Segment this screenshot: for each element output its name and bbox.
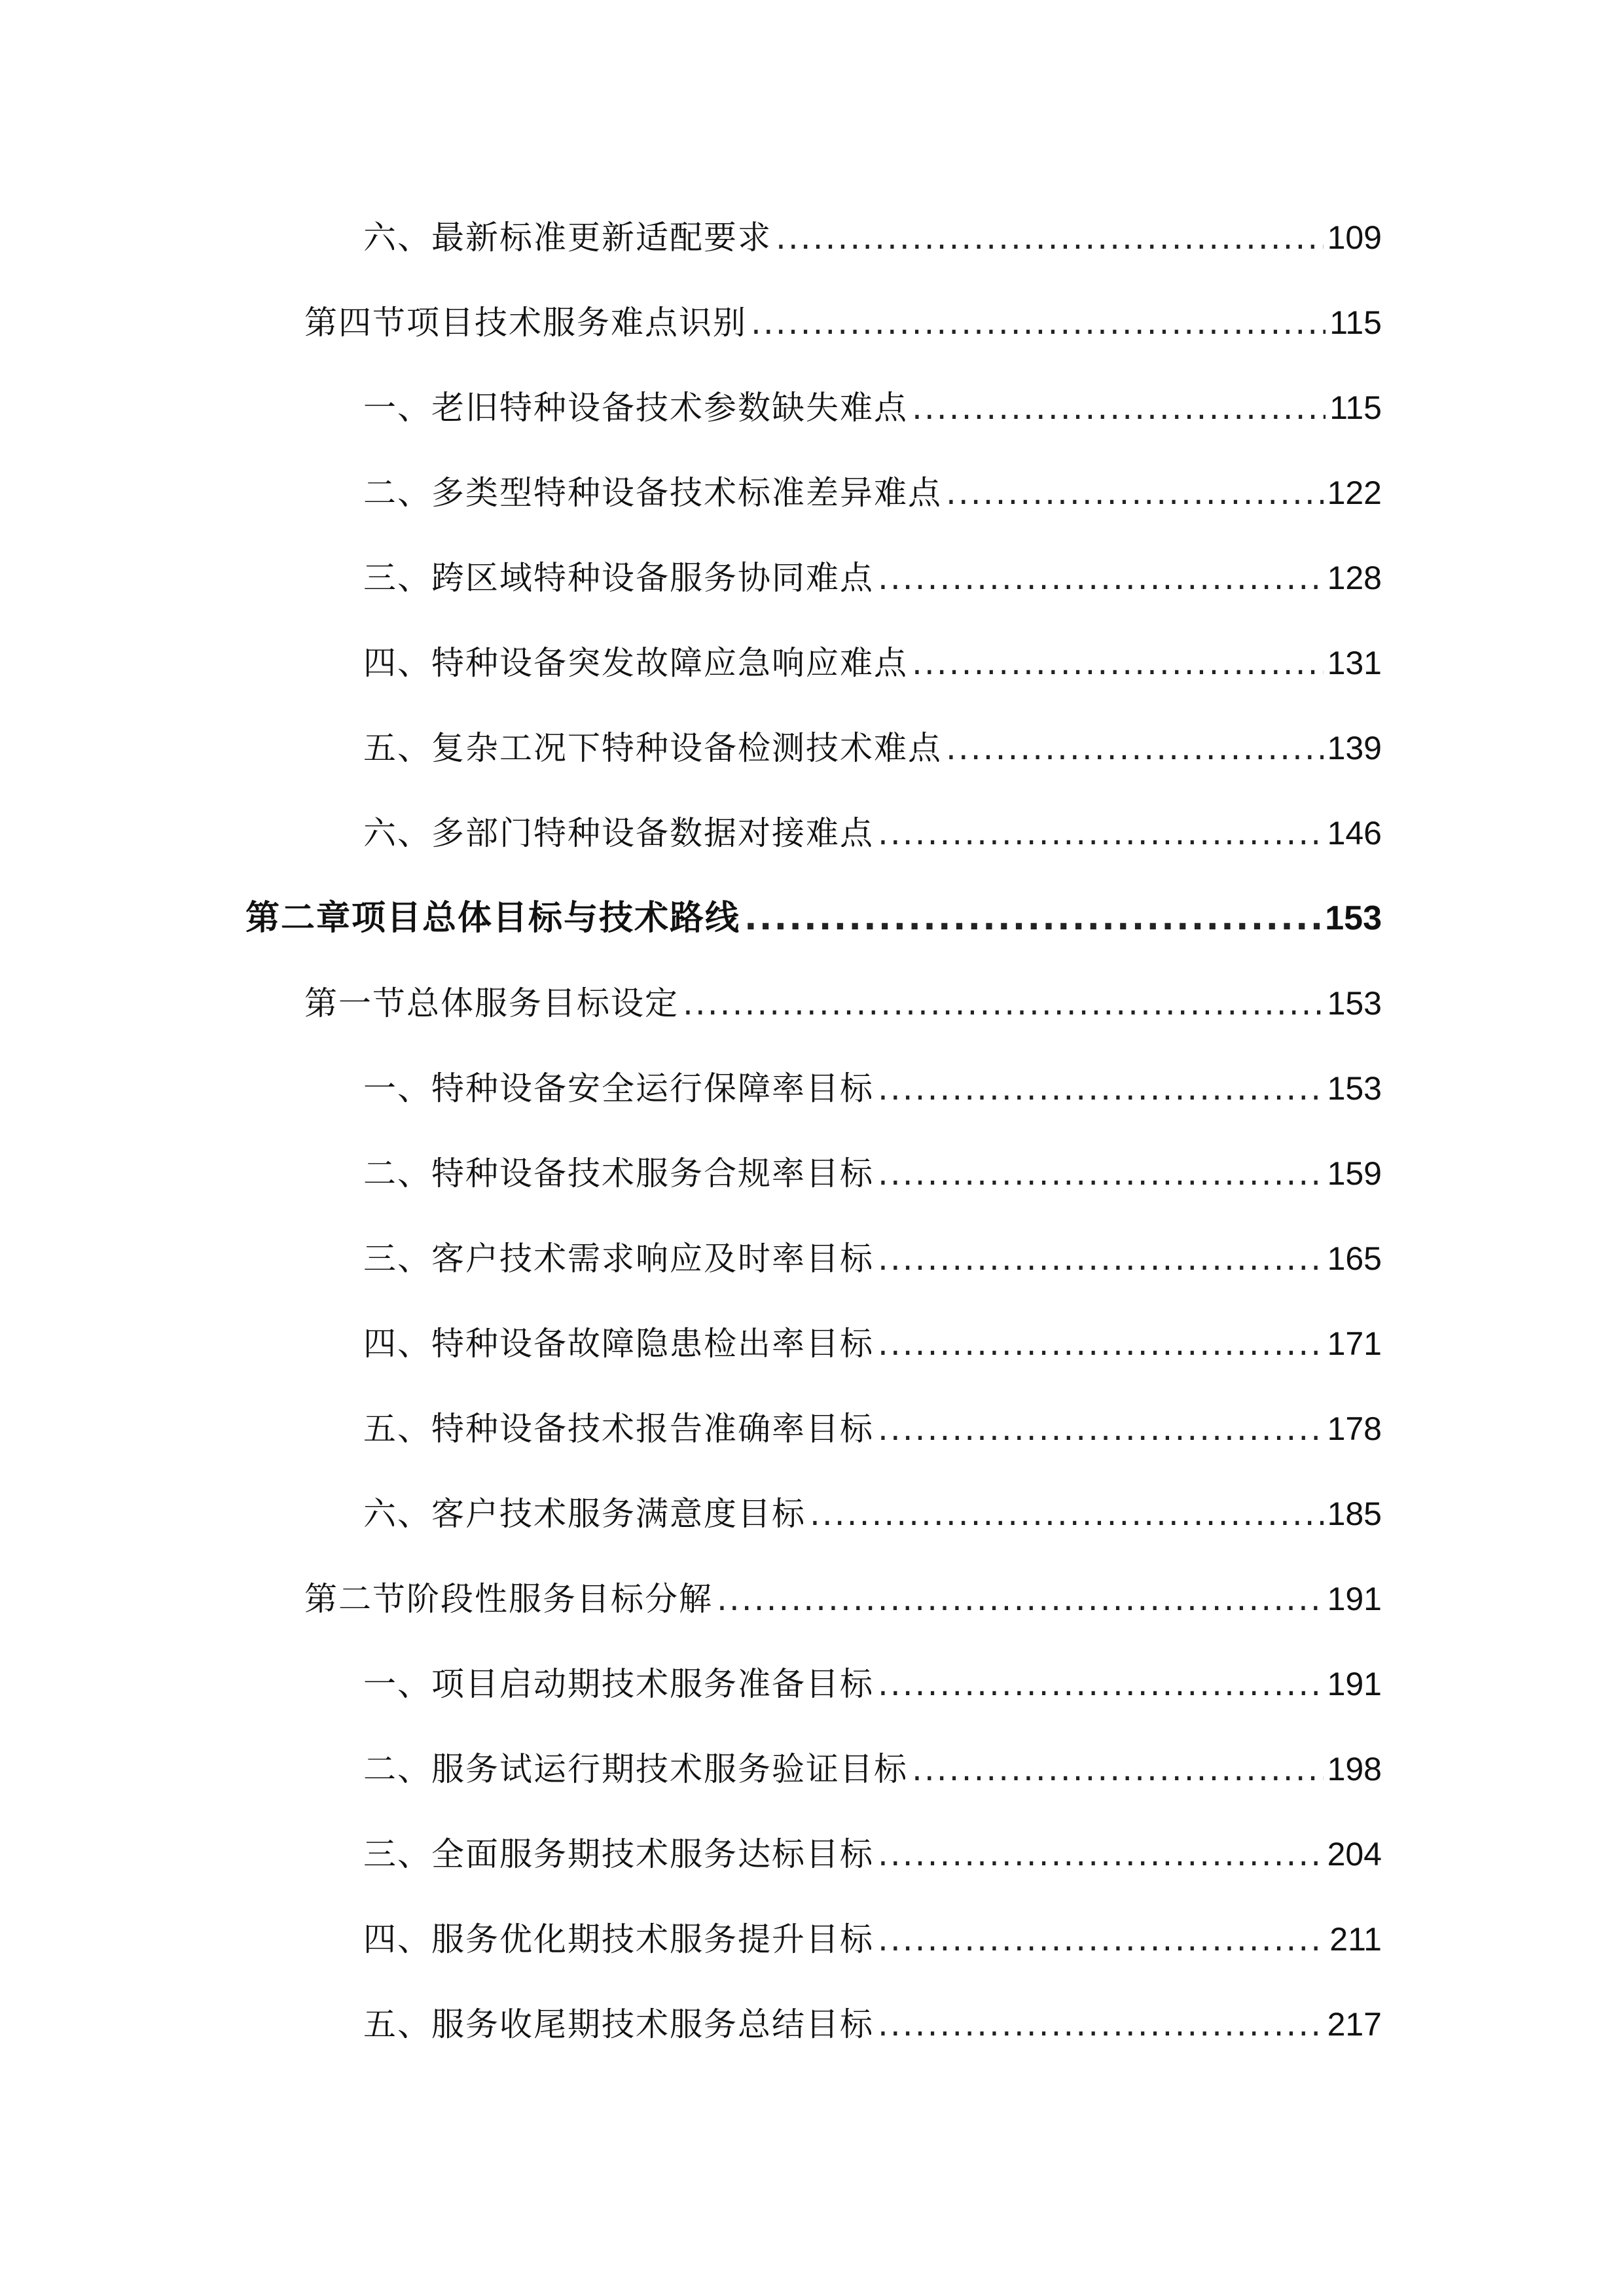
toc-leader-dots bbox=[744, 895, 1321, 941]
toc-entry-chapter[interactable] bbox=[245, 895, 1382, 941]
toc-entry[interactable] bbox=[363, 1406, 1382, 1452]
toc-entry[interactable] bbox=[363, 1321, 1382, 1367]
toc-entry-page: 131 bbox=[1327, 645, 1382, 681]
toc-entry-title: 五、特种设备技术报告准确率目标 bbox=[363, 1410, 874, 1448]
toc-entry[interactable] bbox=[363, 555, 1382, 601]
toc-entry[interactable] bbox=[363, 1661, 1382, 1707]
toc-entry[interactable] bbox=[363, 1831, 1382, 1877]
toc-entry-title: 第二节阶段性服务目标分解 bbox=[304, 1580, 713, 1618]
toc-leader-dots bbox=[810, 1491, 1324, 1537]
toc-leader-dots bbox=[878, 1916, 1326, 1962]
toc-entry-title: 三、全面服务期技术服务达标目标 bbox=[363, 1835, 874, 1873]
toc-entry-title: 第一节总体服务目标设定 bbox=[304, 984, 679, 1022]
toc-entry-title: 六、多部门特种设备数据对接难点 bbox=[363, 814, 874, 852]
toc-leader-dots bbox=[912, 385, 1326, 431]
toc-entry-page: 185 bbox=[1327, 1496, 1382, 1532]
toc-entry-page: 217 bbox=[1327, 2006, 1382, 2043]
toc-entry-title: 二、多类型特种设备技术标准差异难点 bbox=[363, 474, 942, 512]
toc-entry-page: 178 bbox=[1327, 1410, 1382, 1447]
toc-entry-page: 153 bbox=[1325, 899, 1382, 937]
toc-entry-page: 128 bbox=[1327, 560, 1382, 596]
toc-entry[interactable] bbox=[304, 1576, 1382, 1622]
toc-entry[interactable] bbox=[363, 725, 1382, 771]
toc-entry-title: 五、服务收尾期技术服务总结目标 bbox=[363, 2005, 874, 2043]
toc-entry-title: 第四节项目技术服务难点识别 bbox=[304, 304, 747, 342]
toc-leader-dots bbox=[776, 215, 1324, 260]
toc-entry-page: 153 bbox=[1327, 985, 1382, 1022]
toc-entry-page: 115 bbox=[1329, 304, 1382, 341]
toc-entry[interactable] bbox=[363, 1236, 1382, 1282]
toc-leader-dots bbox=[946, 470, 1324, 516]
toc-entry-page: 191 bbox=[1327, 1581, 1382, 1617]
toc-entry[interactable] bbox=[363, 1491, 1382, 1537]
toc-entry[interactable] bbox=[363, 1066, 1382, 1111]
toc-entry-title: 一、项目启动期技术服务准备目标 bbox=[363, 1665, 874, 1703]
toc-entry[interactable] bbox=[363, 1916, 1382, 1962]
toc-leader-dots bbox=[878, 1406, 1324, 1452]
toc-entry-page: 139 bbox=[1327, 730, 1382, 766]
toc-leader-dots bbox=[878, 2001, 1324, 2047]
toc-entry-title: 二、服务试运行期技术服务验证目标 bbox=[363, 1750, 908, 1788]
toc-leader-dots bbox=[751, 300, 1326, 346]
toc-entry-page: 115 bbox=[1329, 389, 1382, 426]
toc-entry-page: 109 bbox=[1327, 219, 1382, 256]
toc-entry-page: 191 bbox=[1327, 1666, 1382, 1702]
toc-leader-dots bbox=[878, 1831, 1324, 1877]
toc-leader-dots bbox=[946, 725, 1324, 771]
toc-entry-title: 六、最新标准更新适配要求 bbox=[363, 219, 772, 257]
toc-entry[interactable] bbox=[363, 470, 1382, 516]
toc-entry-page: 146 bbox=[1327, 815, 1382, 852]
toc-leader-dots bbox=[878, 1066, 1324, 1111]
toc-entry-page: 153 bbox=[1327, 1070, 1382, 1107]
toc-leader-dots bbox=[878, 1661, 1324, 1707]
toc-entry-page: 171 bbox=[1327, 1325, 1382, 1362]
toc-entry-page: 122 bbox=[1327, 475, 1382, 511]
toc-entry-page: 165 bbox=[1327, 1240, 1382, 1277]
toc-entry[interactable] bbox=[363, 810, 1382, 856]
toc-leader-dots bbox=[912, 640, 1324, 686]
toc-leader-dots bbox=[912, 1746, 1324, 1792]
toc-entry-title: 五、复杂工况下特种设备检测技术难点 bbox=[363, 729, 942, 767]
toc-leader-dots bbox=[878, 1151, 1324, 1196]
toc-leader-dots bbox=[878, 1321, 1324, 1367]
toc-entry[interactable] bbox=[363, 2001, 1382, 2047]
toc-entry-page: 159 bbox=[1327, 1155, 1382, 1192]
toc-entry-page: 198 bbox=[1327, 1751, 1382, 1787]
toc-entry-title: 四、服务优化期技术服务提升目标 bbox=[363, 1920, 874, 1958]
toc-entry[interactable] bbox=[363, 215, 1382, 260]
toc-entry[interactable] bbox=[363, 385, 1382, 431]
toc-entry[interactable] bbox=[363, 1151, 1382, 1196]
toc-leader-dots bbox=[683, 980, 1324, 1026]
toc-leader-dots bbox=[878, 810, 1324, 856]
toc-entry[interactable] bbox=[304, 300, 1382, 346]
toc-entry[interactable] bbox=[304, 980, 1382, 1026]
toc-leader-dots bbox=[878, 555, 1324, 601]
toc-leader-dots bbox=[878, 1236, 1324, 1282]
toc-entry-title: 二、特种设备技术服务合规率目标 bbox=[363, 1155, 874, 1193]
toc-entry-title: 四、特种设备突发故障应急响应难点 bbox=[363, 644, 908, 682]
toc-entry-title: 三、跨区域特种设备服务协同难点 bbox=[363, 559, 874, 597]
toc-entry-title: 六、客户技术服务满意度目标 bbox=[363, 1495, 806, 1533]
toc-leader-dots bbox=[717, 1576, 1324, 1622]
toc-entry-page: 204 bbox=[1327, 1836, 1382, 1873]
toc-entry[interactable] bbox=[363, 1746, 1382, 1792]
toc-entry[interactable] bbox=[363, 640, 1382, 686]
toc-entry-title: 一、老旧特种设备技术参数缺失难点 bbox=[363, 389, 908, 427]
toc-entry-title: 三、客户技术需求响应及时率目标 bbox=[363, 1240, 874, 1278]
toc-entry-title: 第二章项目总体目标与技术路线 bbox=[245, 899, 741, 938]
toc-entry-title: 四、特种设备故障隐患检出率目标 bbox=[363, 1325, 874, 1363]
toc-entry-title: 一、特种设备安全运行保障率目标 bbox=[363, 1069, 874, 1107]
toc-entry-page: 211 bbox=[1329, 1921, 1382, 1958]
